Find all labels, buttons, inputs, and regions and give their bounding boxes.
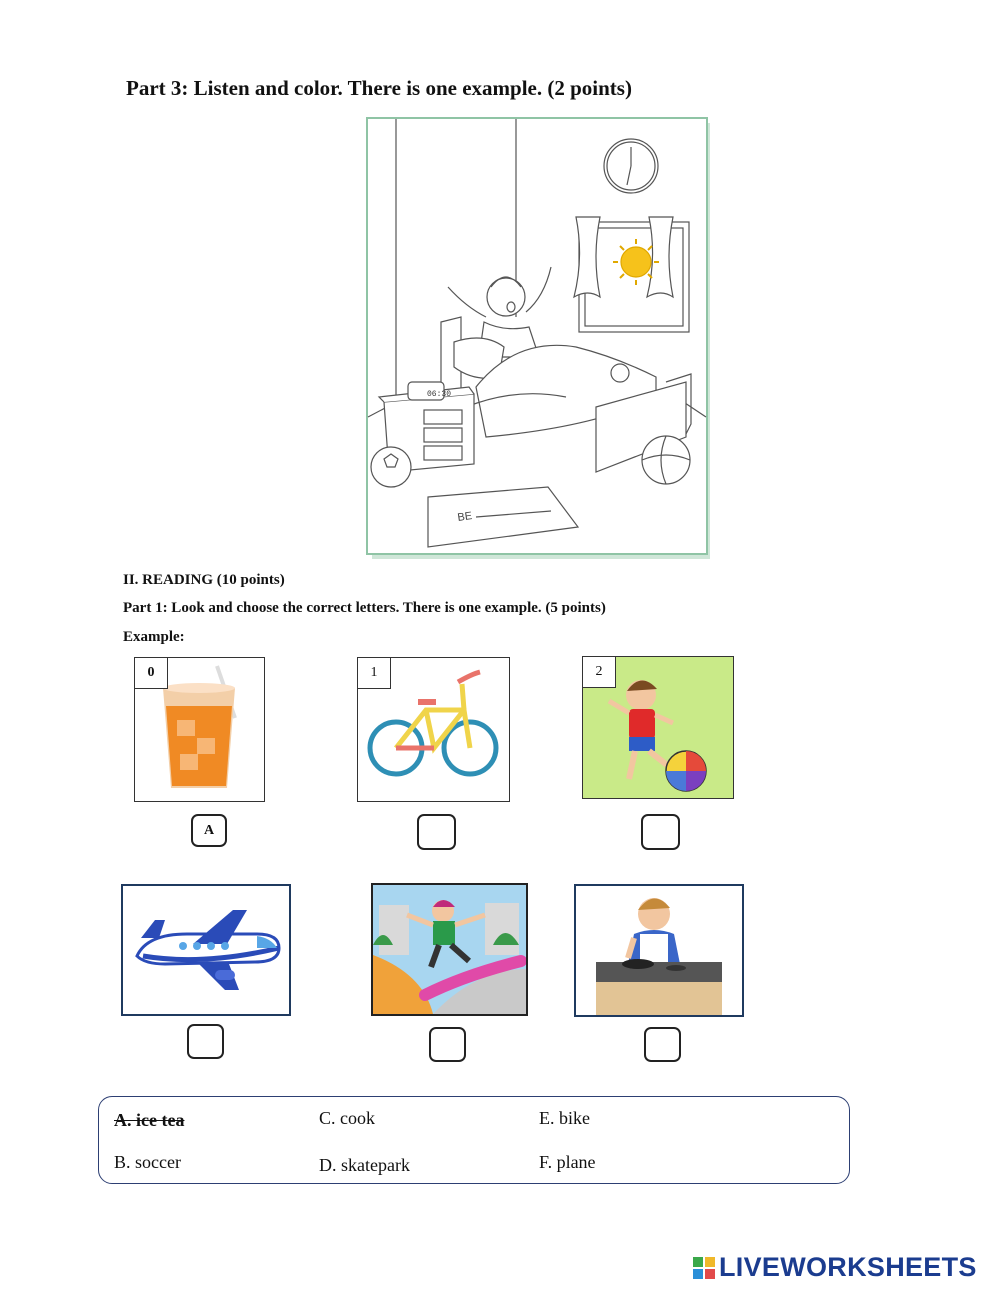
reading-heading: II. READING (10 points) — [123, 572, 285, 588]
picture-skatepark — [371, 883, 528, 1016]
answer-box-skatepark[interactable] — [429, 1027, 466, 1062]
logo-icon — [692, 1256, 716, 1280]
word-option-e: E. bike — [539, 1108, 590, 1128]
picture-2-soccer — [582, 656, 734, 799]
answer-box-cook[interactable] — [644, 1027, 681, 1062]
liveworksheets-logo — [692, 1252, 977, 1283]
picture-number: 2 — [583, 657, 616, 688]
picture-plane — [121, 884, 291, 1016]
picture-cook — [574, 884, 744, 1017]
word-option-d: D. skatepark — [319, 1155, 410, 1175]
word-option-c: C. cook — [319, 1108, 375, 1128]
example-label: Example: — [123, 629, 185, 645]
answer-box-0: A — [191, 814, 227, 847]
alarm-clock-display: 06:30 — [427, 390, 452, 399]
part3-heading: Part 3: Listen and color. There is one example. (2 points) — [126, 76, 632, 100]
bedroom-coloring-image — [366, 117, 712, 561]
word-option-a: A. ice tea — [114, 1110, 185, 1130]
rug-text: BE — [456, 510, 473, 524]
answer-box-1[interactable] — [417, 814, 456, 850]
picture-number: 0 — [135, 658, 168, 689]
part1-heading: Part 1: Look and choose the correct letters. There is one example. (5 points) — [123, 600, 606, 616]
word-option-f: F. plane — [539, 1152, 596, 1172]
word-bank — [98, 1096, 850, 1184]
picture-number: 1 — [358, 658, 391, 689]
answer-box-2[interactable] — [641, 814, 680, 850]
logo-text: LIVEWORKSHEETS — [719, 1252, 977, 1282]
answer-box-plane[interactable] — [187, 1024, 224, 1059]
picture-1-bike — [357, 657, 510, 802]
picture-0-ice-tea — [134, 657, 265, 802]
word-option-b: B. soccer — [114, 1152, 181, 1172]
